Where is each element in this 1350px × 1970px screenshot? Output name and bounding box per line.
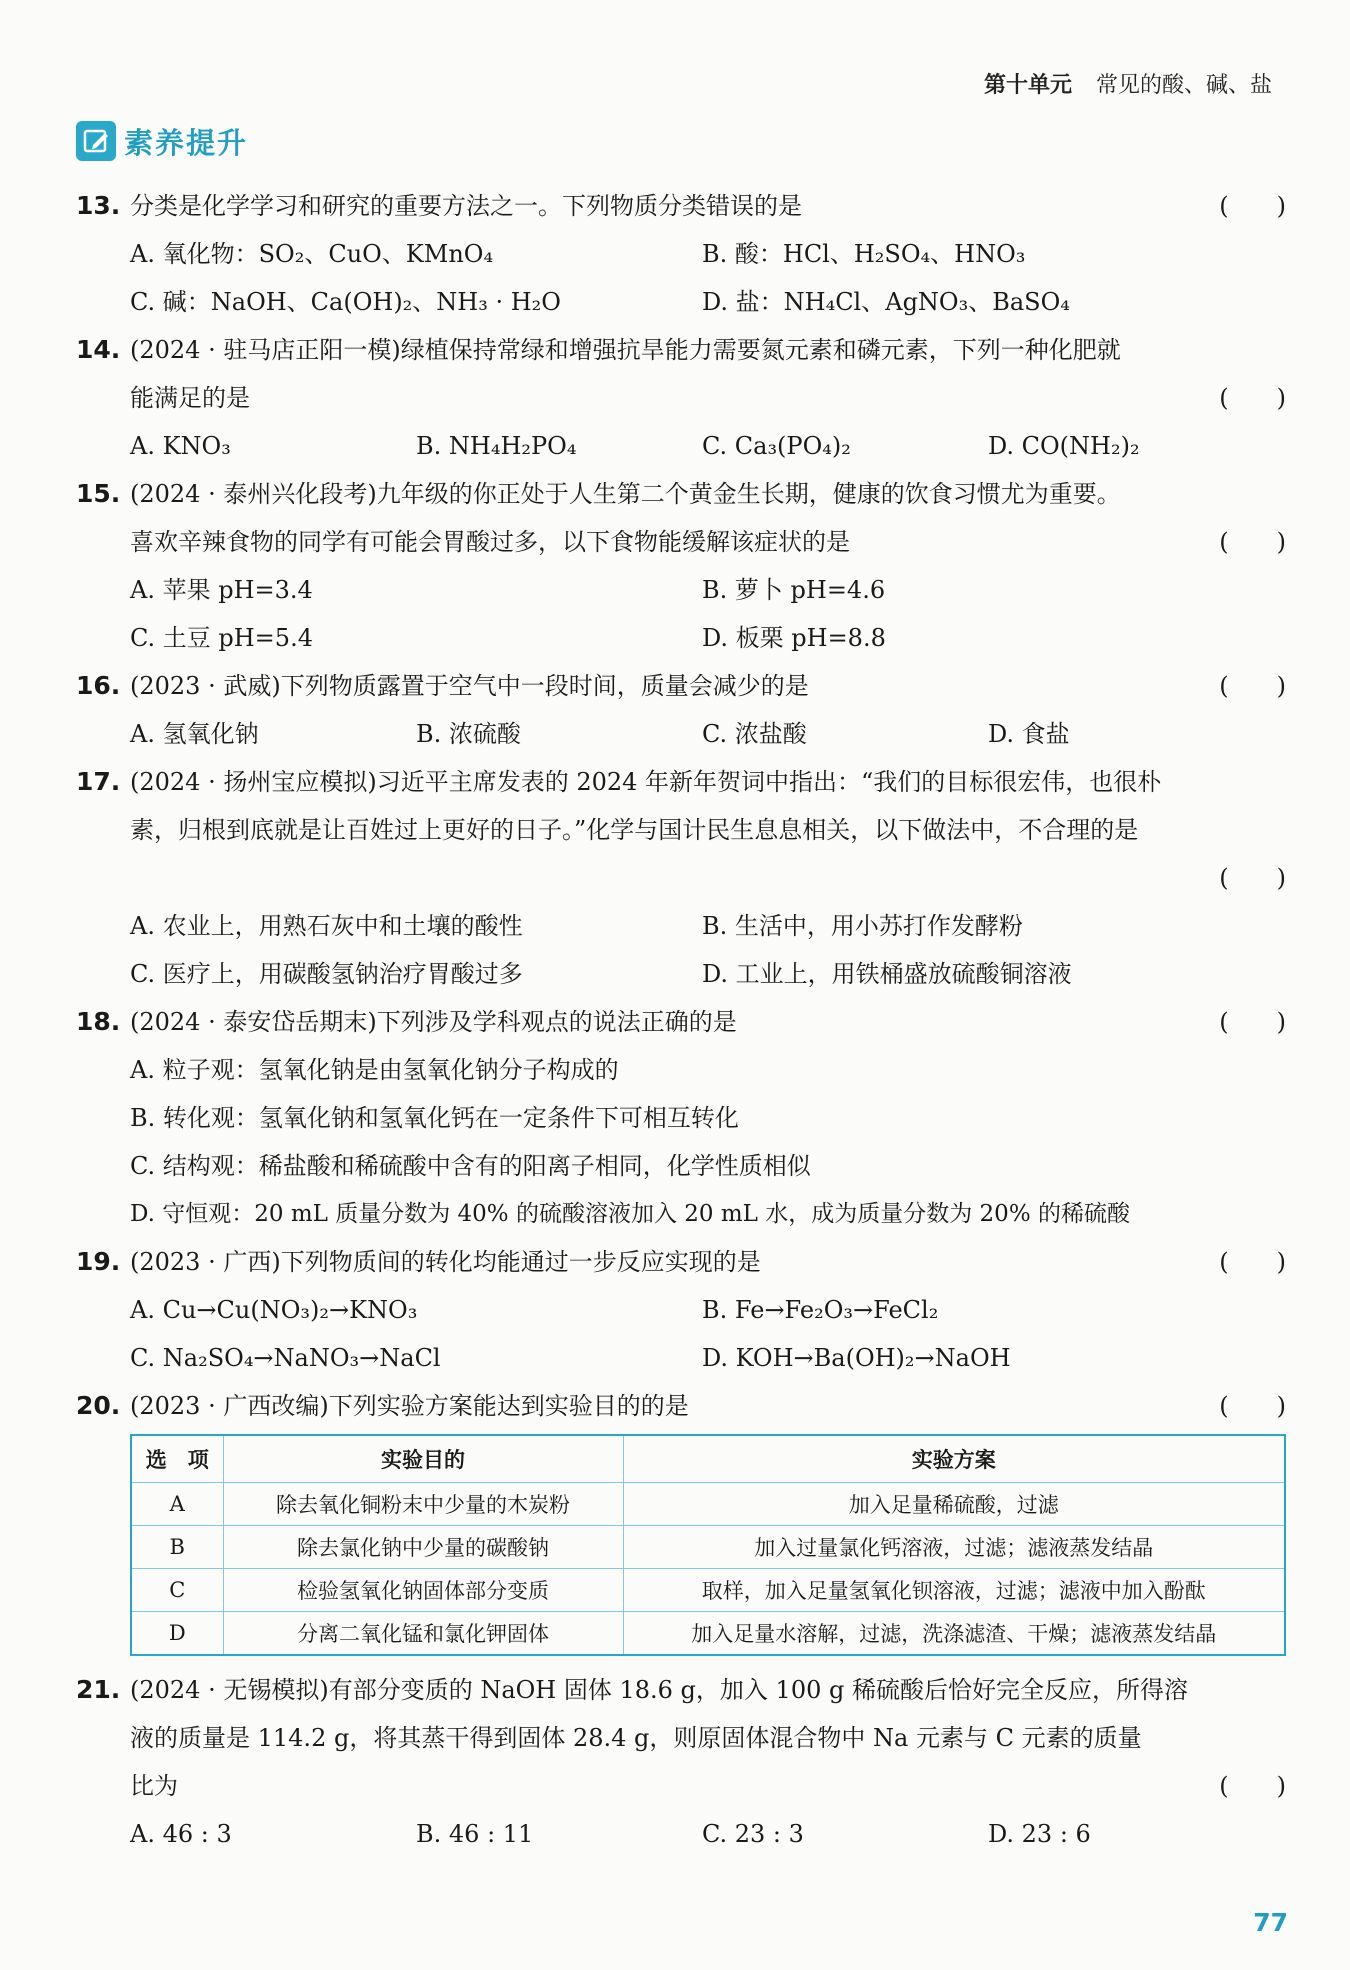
question-17	[76, 758, 1286, 806]
table-cell-plan: 加入过量氯化钙溶液，过滤；滤液蒸发结晶	[623, 1526, 1285, 1569]
options-row	[76, 230, 1286, 278]
table-cell-purpose: 除去氧化铜粉末中少量的木炭粉	[223, 1483, 623, 1526]
question-number: 19.	[76, 1247, 121, 1276]
option-c: C. 土豆 pH=5.4	[130, 624, 313, 652]
option-c: C. 结构观：稀盐酸和稀硫酸中含有的阳离子相同，化学性质相似	[130, 1152, 811, 1180]
table-cell-plan: 加入足量稀硫酸，过滤	[623, 1483, 1285, 1526]
table-cell-purpose: 除去氯化钠中少量的碳酸钠	[223, 1526, 623, 1569]
option-c: C. 医疗上，用碳酸氢钠治疗胃酸过多	[130, 960, 523, 988]
question-stem: (2024 · 泰安岱岳期末)下列涉及学科观点的说法正确的是	[130, 1008, 737, 1036]
answer-blank: ( )	[1219, 192, 1286, 220]
question-stem-continued	[76, 1762, 1286, 1810]
answer-blank: ( )	[1219, 528, 1286, 556]
question-stem: (2024 · 无锡模拟)有部分变质的 NaOH 固体 18.6 g，加入 100 g 稀硫酸后恰好完全反应，所得溶	[130, 1676, 1188, 1704]
table-row	[131, 1612, 1285, 1656]
option-d: D. 守恒观：20 mL 质量分数为 40% 的硫酸溶液加入 20 mL 水，成为质量分数为 20% 的稀硫酸	[130, 1201, 1130, 1227]
answer-blank-row	[76, 854, 1286, 902]
option-a: A. 氧化物：SO₂、CuO、KMnO₄	[130, 240, 494, 268]
question-number: 20.	[76, 1391, 121, 1420]
option-d: D. 23 : 6	[988, 1820, 1091, 1848]
table-cell-option: C	[131, 1569, 223, 1612]
question-stem-line2: 能满足的是	[130, 384, 250, 412]
experiment-table-wrapper	[130, 1434, 1286, 1656]
option-d: D. 板栗 pH=8.8	[702, 624, 886, 652]
table-cell-option: B	[131, 1526, 223, 1569]
option-d: D. KOH→Ba(OH)₂→NaOH	[702, 1344, 1011, 1372]
table-cell-purpose: 分离二氧化锰和氯化钾固体	[223, 1612, 623, 1656]
option-b: B. NH₄H₂PO₄	[416, 432, 577, 460]
answer-blank: ( )	[1219, 672, 1286, 700]
answer-blank: ( )	[1219, 1772, 1286, 1800]
section-heading	[76, 118, 248, 164]
question-stem-line3: 比为	[130, 1772, 178, 1800]
option-a: A. KNO₃	[130, 432, 231, 460]
question-stem: 分类是化学学习和研究的重要方法之一。下列物质分类错误的是	[130, 192, 802, 220]
option-c: C. Ca₃(PO₄)₂	[702, 432, 851, 460]
question-stem-line2: 素，归根到底就是让百姓过上更好的日子。”化学与国计民生息息相关，以下做法中，不合理的是	[130, 816, 1139, 844]
option-c: C. 23 : 3	[702, 1820, 804, 1848]
question-14	[76, 326, 1286, 374]
answer-blank: ( )	[1219, 384, 1286, 412]
question-number: 18.	[76, 1007, 121, 1036]
options-row	[76, 1810, 1286, 1858]
options-row	[76, 566, 1286, 614]
option-a: A. 苹果 pH=3.4	[130, 576, 313, 604]
options-row	[76, 422, 1286, 470]
option-d: D. 工业上，用铁桶盛放硫酸铜溶液	[702, 960, 1072, 988]
option-b: B. 生活中，用小苏打作发酵粉	[702, 912, 1023, 940]
option-b: B. 转化观：氢氧化钠和氢氧化钙在一定条件下可相互转化	[130, 1104, 739, 1132]
question-16	[76, 662, 1286, 710]
question-stem-line2: 液的质量是 114.2 g，将其蒸干得到固体 28.4 g，则原固体混合物中 Na 元素与 C 元素的质量	[130, 1724, 1142, 1752]
options-row	[76, 278, 1286, 326]
question-19	[76, 1238, 1286, 1286]
table-cell-option: D	[131, 1612, 223, 1656]
options-row	[76, 1094, 1286, 1142]
answer-blank: ( )	[1219, 1392, 1286, 1420]
question-15	[76, 470, 1286, 518]
question-number: 17.	[76, 767, 121, 796]
question-stem-continued	[76, 806, 1286, 854]
table-row	[131, 1483, 1285, 1526]
option-b: B. 46 : 11	[416, 1820, 534, 1848]
options-row	[76, 1046, 1286, 1094]
option-c: C. 浓盐酸	[702, 720, 807, 748]
options-row	[76, 1286, 1286, 1334]
option-a: A. 46 : 3	[130, 1820, 232, 1848]
option-c: C. 碱：NaOH、Ca(OH)₂、NH₃ · H₂O	[130, 288, 561, 316]
question-20	[76, 1382, 1286, 1430]
options-row	[76, 1142, 1286, 1190]
question-stem-continued	[76, 1714, 1286, 1762]
options-row	[76, 902, 1286, 950]
question-stem-line2: 喜欢辛辣食物的同学有可能会胃酸过多，以下食物能缓解该症状的是	[130, 528, 850, 556]
question-18	[76, 998, 1286, 1046]
question-stem: (2023 · 广西改编)下列实验方案能达到实验目的的是	[130, 1392, 689, 1420]
question-number: 14.	[76, 335, 121, 364]
option-b: B. 萝卜 pH=4.6	[702, 576, 886, 604]
options-row	[76, 950, 1286, 998]
table-header-option: 选 项	[131, 1435, 223, 1483]
table-row	[131, 1526, 1285, 1569]
table-cell-plan: 加入足量水溶解，过滤，洗涤滤渣、干燥；滤液蒸发结晶	[623, 1612, 1285, 1656]
section-label: 素养提升	[124, 125, 249, 160]
option-a: A. 氢氧化钠	[130, 720, 259, 748]
question-stem: (2023 · 武威)下列物质露置于空气中一段时间，质量会减少的是	[130, 672, 809, 700]
option-a: A. Cu→Cu(NO₃)₂→KNO₃	[130, 1296, 418, 1324]
table-header-purpose: 实验目的	[223, 1435, 623, 1483]
question-list	[76, 182, 1286, 1858]
table-cell-plan: 取样，加入足量氢氧化钡溶液，过滤；滤液中加入酚酞	[623, 1569, 1285, 1612]
table-cell-purpose: 检验氢氧化钠固体部分变质	[223, 1569, 623, 1612]
options-row	[76, 1334, 1286, 1382]
question-13	[76, 182, 1286, 230]
option-d: D. 食盐	[988, 720, 1070, 748]
table-header-plan: 实验方案	[623, 1435, 1285, 1483]
question-number: 21.	[76, 1675, 121, 1704]
options-row	[76, 614, 1286, 662]
experiment-table	[130, 1434, 1286, 1656]
question-21	[76, 1666, 1286, 1714]
option-b: B. Fe→Fe₂O₃→FeCl₂	[702, 1296, 939, 1324]
page-number: 77	[1253, 1908, 1288, 1937]
answer-blank: ( )	[1219, 864, 1286, 892]
question-stem: (2024 · 扬州宝应模拟)习近平主席发表的 2024 年新年贺词中指出：“我们的目标很宏伟，也很朴	[130, 768, 1162, 796]
question-stem: (2024 · 泰州兴化段考)九年级的你正处于人生第二个黄金生长期，健康的饮食习惯尤为重要。	[130, 480, 1121, 508]
question-number: 13.	[76, 191, 121, 220]
question-number: 16.	[76, 671, 121, 700]
options-row	[76, 710, 1286, 758]
answer-blank: ( )	[1219, 1008, 1286, 1036]
option-c: C. Na₂SO₄→NaNO₃→NaCl	[130, 1344, 441, 1372]
option-a: A. 农业上，用熟石灰中和土壤的酸性	[130, 912, 523, 940]
chapter-title: 常见的酸、碱、盐	[1095, 73, 1272, 98]
page-header	[984, 68, 1272, 99]
pencil-note-icon	[76, 121, 116, 161]
question-stem: (2023 · 广西)下列物质间的转化均能通过一步反应实现的是	[130, 1248, 761, 1276]
option-b: B. 酸：HCl、H₂SO₄、HNO₃	[702, 240, 1026, 268]
options-row	[76, 1190, 1286, 1238]
table-row	[131, 1569, 1285, 1612]
question-number: 15.	[76, 479, 121, 508]
question-stem-continued	[76, 518, 1286, 566]
question-stem-continued	[76, 374, 1286, 422]
option-d: D. CO(NH₂)₂	[988, 432, 1140, 460]
option-a: A. 粒子观：氢氧化钠是由氢氧化钠分子构成的	[130, 1056, 619, 1084]
unit-label: 第十单元	[983, 73, 1072, 98]
question-stem: (2024 · 驻马店正阳一模)绿植保持常绿和增强抗旱能力需要氮元素和磷元素，下列一种化肥就	[130, 336, 1121, 364]
answer-blank: ( )	[1219, 1248, 1286, 1276]
table-cell-option: A	[131, 1483, 223, 1526]
option-d: D. 盐：NH₄Cl、AgNO₃、BaSO₄	[702, 288, 1070, 316]
table-header-row	[131, 1435, 1285, 1483]
option-b: B. 浓硫酸	[416, 720, 521, 748]
